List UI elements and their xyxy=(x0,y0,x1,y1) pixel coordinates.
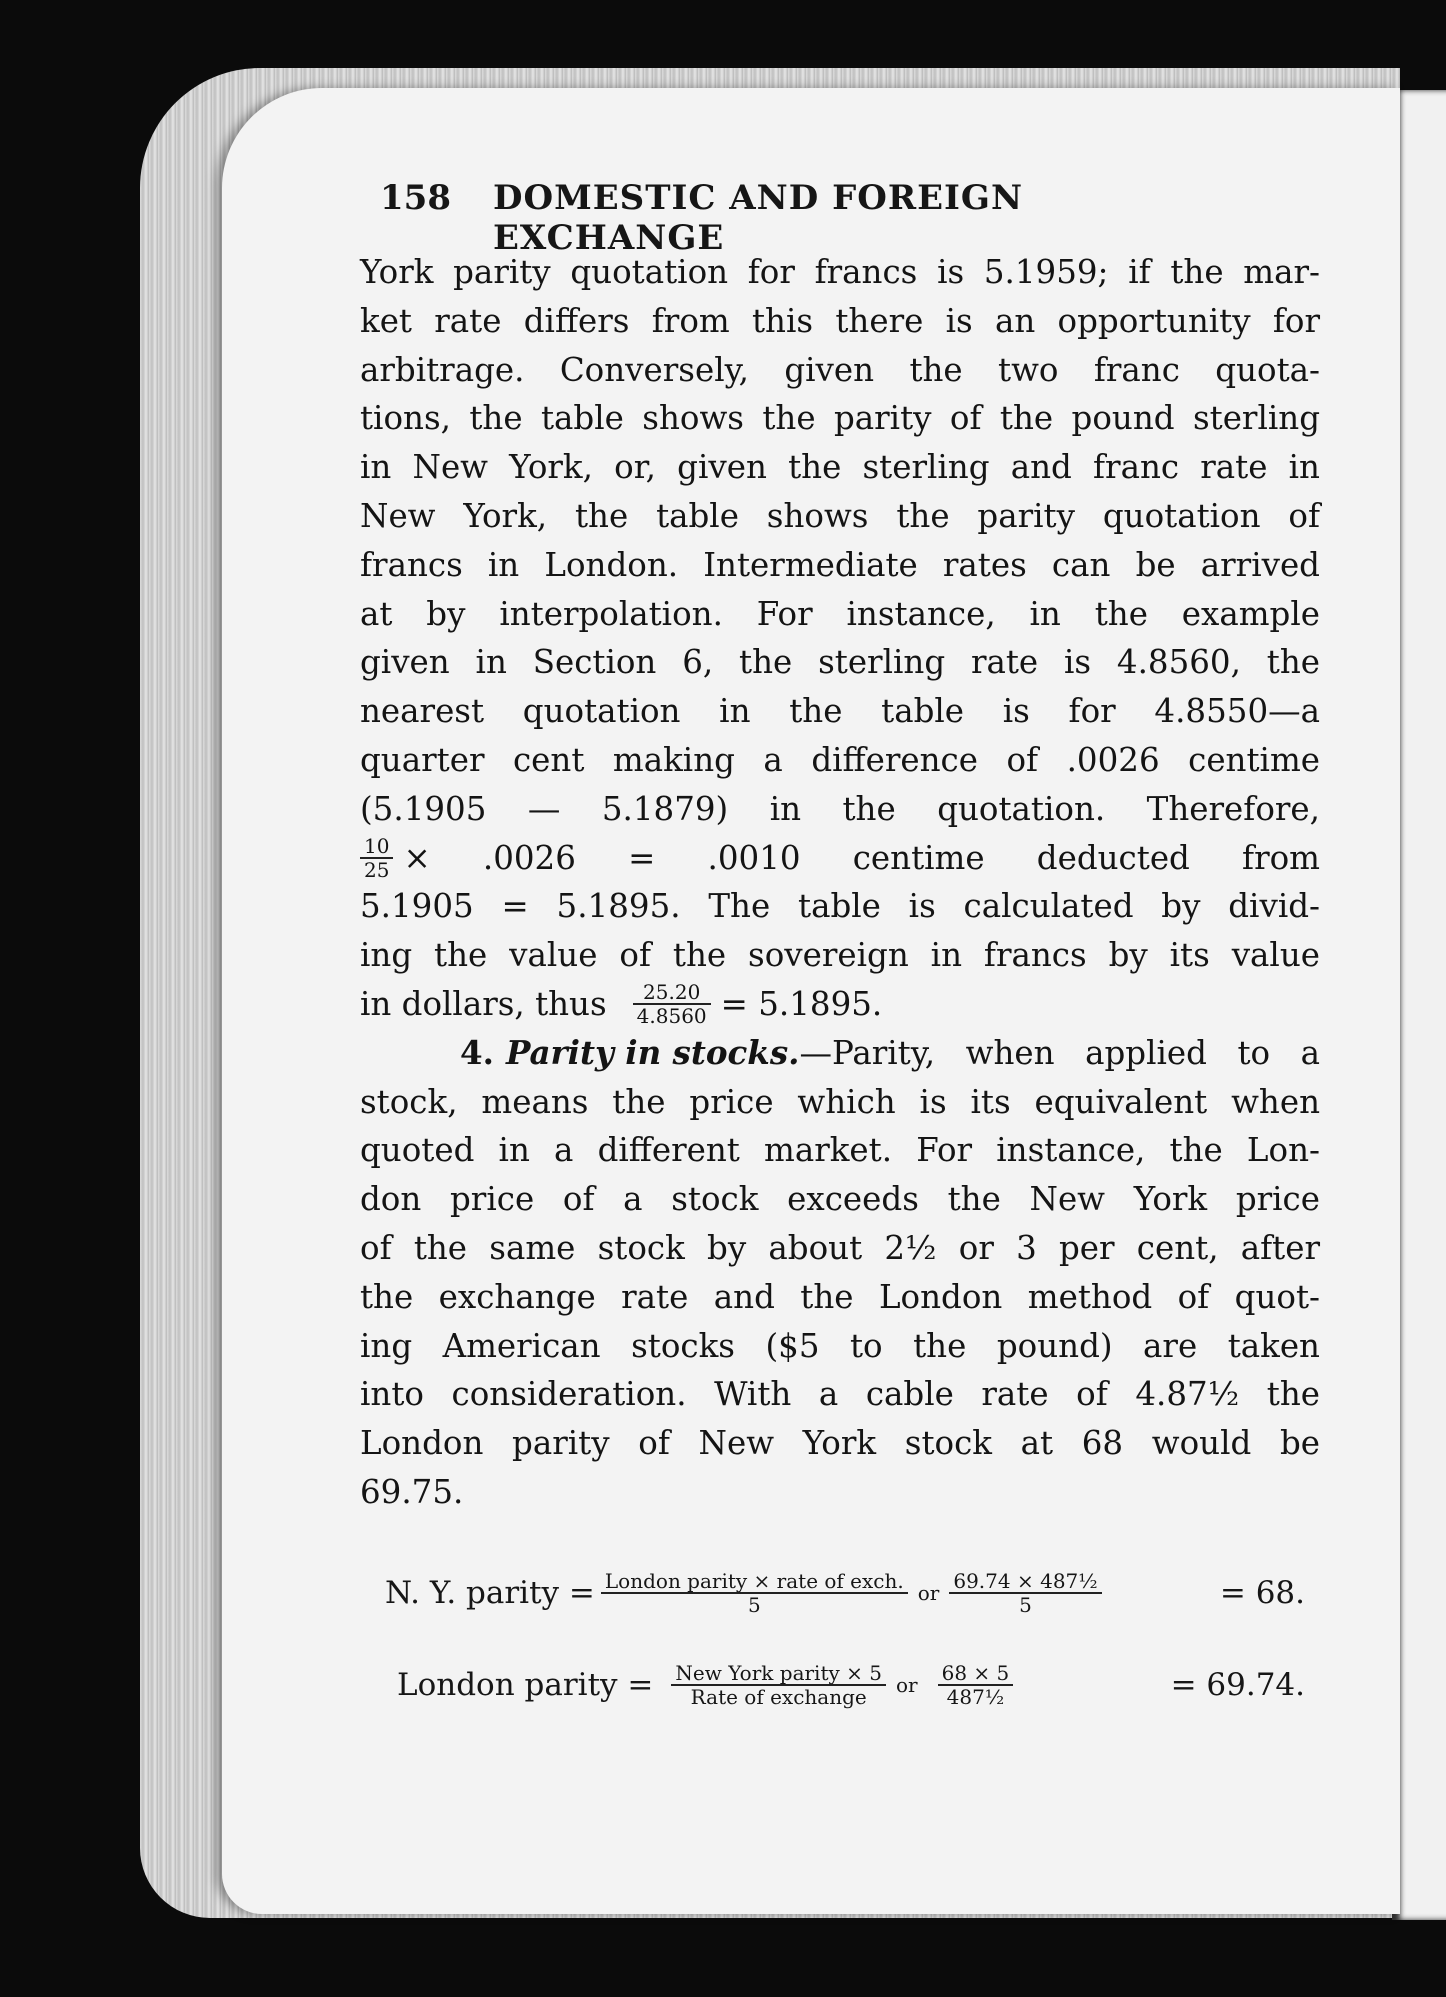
formula-label: N. Y. parity = xyxy=(385,1575,595,1611)
formula-ny-parity xyxy=(385,1558,1305,1628)
text-line: of the same stock by about 2½ or 3 per cent, after xyxy=(360,1228,1320,1267)
text-line: in New York, or, given the sterling and franc rate in xyxy=(360,448,1320,487)
text-line: at by interpolation. For instance, in the example xyxy=(360,594,1320,633)
text-line: 69.75. xyxy=(360,1472,464,1511)
text-line: stock, means the price which is its equivalent when xyxy=(360,1082,1320,1121)
page-number: 158 xyxy=(380,178,451,218)
facing-page-edge xyxy=(1392,90,1446,1920)
text-line: arbitrage. Conversely, given the two franc quota- xyxy=(360,350,1320,389)
text-line: into consideration. With a cable rate of 4.87½ the xyxy=(360,1375,1320,1414)
inline-fraction xyxy=(360,835,393,881)
text-segment: = 5.1895. xyxy=(720,984,883,1023)
fraction-denominator: Rate of exchange xyxy=(690,1685,867,1709)
section-number: 4. xyxy=(460,1032,494,1072)
formula-fraction xyxy=(938,1662,1014,1708)
fraction-denominator: 487½ xyxy=(946,1685,1005,1709)
section-heading-line xyxy=(360,1029,1320,1078)
fraction-numerator: London parity × rate of exch. xyxy=(601,1570,908,1594)
text-line: given in Section 6, the sterling rate is 4.8560, the xyxy=(360,643,1320,682)
text-line: tions, the table shows the parity of the pound sterling xyxy=(360,399,1320,438)
fraction-numerator: 25.20 xyxy=(633,981,711,1005)
fraction-numerator: 10 xyxy=(360,835,393,859)
formula-fraction xyxy=(601,1570,908,1616)
text-segment: —Parity, when applied to a xyxy=(799,1033,1320,1072)
formula-fraction xyxy=(671,1662,886,1708)
fraction-numerator: 68 × 5 xyxy=(938,1662,1014,1686)
fraction-denominator: 5 xyxy=(1019,1593,1032,1617)
fraction-denominator: 25 xyxy=(364,857,390,882)
formula-or: or xyxy=(895,1673,918,1697)
text-line: ing the value of the sovereign in francs by its value xyxy=(360,936,1320,975)
body-text xyxy=(360,248,1320,1517)
formula-label: London parity = xyxy=(397,1667,654,1703)
formula-london-parity xyxy=(385,1650,1305,1720)
formula-result: = 68. xyxy=(1219,1575,1305,1611)
text-line: ket rate differs from this there is an opportunity for xyxy=(360,301,1320,340)
text-line: don price of a stock exceeds the New York price xyxy=(360,1180,1320,1219)
inline-fraction xyxy=(633,981,711,1027)
formula-result: = 69.74. xyxy=(1170,1667,1305,1703)
text-line: nearest quotation in the table is for 4.8550—a xyxy=(360,692,1320,731)
page-header xyxy=(380,178,1240,258)
fraction-denominator: 4.8560 xyxy=(636,1004,707,1029)
text-line: York parity quotation for francs is 5.1959; if the mar- xyxy=(360,253,1320,291)
text-line: (5.1905 — 5.1879) in the quotation. Therefore, xyxy=(360,789,1320,828)
text-line: francs in London. Intermediate rates can be arrived xyxy=(360,545,1320,584)
running-title: DOMESTIC AND FOREIGN EXCHANGE xyxy=(492,178,1024,258)
text-line: London parity of New York stock at 68 would be xyxy=(360,1424,1320,1463)
text-line: New York, the table shows the parity quotation of xyxy=(360,496,1320,535)
text-line: quoted in a different market. For instance, the Lon- xyxy=(360,1131,1320,1170)
formula-or: or xyxy=(917,1581,940,1605)
text-line-with-fraction xyxy=(360,980,1320,1029)
text-line: ing American stocks ($5 to the pound) are taken xyxy=(360,1326,1320,1365)
fraction-numerator: New York parity × 5 xyxy=(671,1662,886,1686)
fraction-numerator: 69.74 × 487½ xyxy=(949,1570,1101,1594)
text-segment: × .0026 = .0010 centime deducted from xyxy=(403,838,1320,877)
formula-fraction xyxy=(949,1570,1101,1616)
text-line: 5.1905 = 5.1895. The table is calculated by divid- xyxy=(360,887,1320,926)
section-heading: Parity in stocks. xyxy=(505,1032,800,1072)
text-segment: in dollars, thus xyxy=(360,984,607,1023)
text-line-with-fraction xyxy=(360,834,1320,883)
text-line: the exchange rate and the London method of quot- xyxy=(360,1277,1320,1316)
fraction-denominator: 5 xyxy=(747,1593,761,1617)
text-line: quarter cent making a difference of .0026 centime xyxy=(360,740,1320,779)
